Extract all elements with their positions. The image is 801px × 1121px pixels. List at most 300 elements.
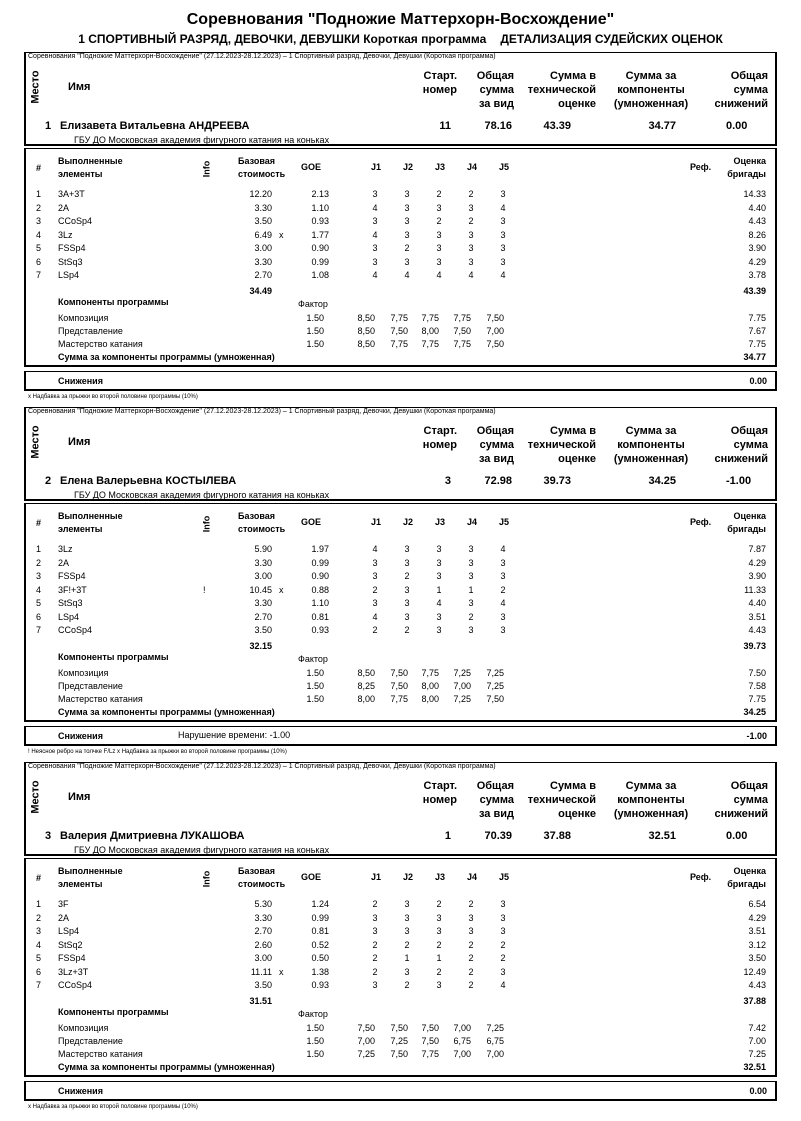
element-panel-score: 7.87 — [748, 544, 766, 554]
element-judge-score-3: 4 — [436, 598, 442, 608]
base-value-header: Базовая стоимость — [238, 866, 286, 889]
element-judge-score-5: 4 — [500, 980, 506, 990]
element-judge-score-5: 2 — [500, 953, 506, 963]
element-judge-score-4: 2 — [468, 966, 474, 977]
element-judge-score-1: 3 — [372, 912, 378, 923]
element-row — [26, 189, 779, 202]
element-judge-score-5: 4 — [500, 598, 506, 608]
element-panel-score: 3.12 — [748, 939, 766, 950]
element-goe: 0.81 — [311, 926, 329, 936]
element-judge-score-2: 3 — [404, 899, 410, 909]
judge-header-4: J4 — [467, 517, 478, 527]
deductions-label: Снижения — [58, 376, 103, 386]
element-judge-score-4: 3 — [468, 625, 474, 635]
total-header: Общая сумма за вид — [476, 70, 514, 110]
component-name: Композиция — [58, 668, 109, 678]
element-panel-score: 3.90 — [748, 571, 766, 581]
skater-place: 1 — [45, 120, 52, 132]
component-row — [26, 313, 779, 326]
pcs-sum-row — [26, 707, 779, 720]
element-judge-score-4: 2 — [468, 189, 474, 199]
component-judge-score-5: 7,25 — [486, 1023, 504, 1033]
component-judge-score-3: 7,50 — [421, 1023, 439, 1033]
element-code: CCoSp4 — [58, 216, 93, 226]
element-row — [26, 625, 779, 638]
element-number: 2 — [36, 557, 42, 568]
element-code: CCoSp4 — [58, 980, 93, 990]
skater-name: Елизавета Витальевна АНДРЕЕВА — [60, 120, 250, 132]
element-judge-score-2: 3 — [404, 216, 410, 226]
element-judge-score-5: 3 — [500, 243, 506, 253]
element-judge-score-4: 3 — [468, 229, 474, 240]
element-code: 3Lz+3T — [58, 966, 89, 977]
factor-header: Фактор — [298, 654, 328, 664]
judge-header-2: J2 — [403, 517, 414, 527]
components-header-row — [26, 297, 779, 310]
component-score: 7.25 — [748, 1049, 766, 1059]
pcs-sum-value: 32.51 — [743, 1062, 766, 1072]
place-header: Место — [29, 425, 42, 459]
element-row — [26, 544, 779, 557]
element-base-value: 3.30 — [254, 557, 272, 568]
judge-header-2: J2 — [403, 162, 414, 172]
component-row — [26, 326, 779, 339]
pcs-score: 32.51 — [648, 830, 676, 842]
element-judge-score-2: 3 — [404, 598, 410, 608]
components-header: Компоненты программы — [58, 652, 169, 662]
deductions-box — [24, 371, 777, 391]
element-judge-score-1: 2 — [372, 953, 378, 963]
element-judge-score-3: 3 — [436, 229, 442, 240]
element-number: 1 — [36, 189, 42, 199]
element-judge-score-3: 3 — [436, 243, 442, 253]
panel-score-header: Оценка бригады — [727, 511, 766, 534]
element-panel-score: 4.40 — [748, 202, 766, 213]
element-judge-score-5: 3 — [500, 912, 506, 923]
element-row — [26, 926, 779, 939]
component-judge-score-2: 7,75 — [390, 339, 408, 349]
element-judge-score-2: 3 — [404, 611, 410, 622]
element-row — [26, 270, 779, 283]
component-name: Мастерство катания — [58, 694, 143, 704]
name-header: Имя — [68, 81, 91, 93]
component-judge-score-3: 8,00 — [421, 326, 439, 336]
element-goe: 0.93 — [311, 980, 329, 990]
element-judge-score-1: 4 — [372, 229, 378, 240]
component-score: 7.58 — [748, 681, 766, 691]
element-judge-score-4: 3 — [468, 544, 474, 554]
event-caption: Соревнования "Подножие Маттерхорн-Восхождение" (27.12.2023-28.12.2023) – 1 Спортивный разряд, Девочки, Девушки (Короткая программа) — [28, 53, 496, 60]
element-panel-score: 4.29 — [748, 557, 766, 568]
total-score: 78.16 — [484, 120, 512, 132]
component-score: 7.75 — [748, 694, 766, 704]
element-judge-score-2: 3 — [404, 912, 410, 923]
component-judge-score-1: 8,50 — [357, 668, 375, 678]
element-base-value: 3.30 — [254, 202, 272, 213]
deductions-box — [24, 726, 777, 746]
element-row — [26, 980, 779, 993]
component-judge-score-3: 7,75 — [421, 313, 439, 323]
footnote: ! Неясное ребро на толчке F/Lz x Надбавка за прыжки во второй половине программы (10%) — [28, 749, 287, 755]
element-judge-score-5: 3 — [500, 899, 506, 909]
goe-header: GOE — [301, 517, 322, 527]
component-judge-score-2: 7,50 — [390, 1049, 408, 1059]
element-judge-score-3: 3 — [436, 625, 442, 635]
element-panel-score: 3.51 — [748, 611, 766, 622]
pcs-header: Сумма за компоненты (умноженная) — [613, 70, 689, 110]
element-judge-score-4: 3 — [468, 243, 474, 253]
element-judge-score-5: 3 — [500, 571, 506, 581]
deductions-header: Общая сумма снижений — [714, 425, 768, 465]
element-row — [26, 230, 779, 243]
element-judge-score-1: 2 — [372, 939, 378, 950]
element-info: ! — [203, 584, 206, 595]
element-judge-score-1: 3 — [372, 189, 378, 199]
element-panel-score: 4.40 — [748, 598, 766, 608]
elements-table — [24, 858, 777, 1077]
subtitle-category: 1 СПОРТИВНЫЙ РАЗРЯД, ДЕВОЧКИ, ДЕВУШКИ Короткая программа — [78, 32, 487, 46]
element-judge-score-4: 3 — [468, 926, 474, 936]
element-goe: 1.10 — [311, 598, 329, 608]
element-goe: 0.93 — [311, 216, 329, 226]
element-panel-score: 3.78 — [748, 270, 766, 280]
tes-header: Сумма в технической оценке — [527, 780, 596, 820]
element-judge-score-1: 2 — [372, 625, 378, 635]
start-number: 3 — [444, 475, 451, 487]
element-judge-score-1: 4 — [372, 611, 378, 622]
element-row — [26, 612, 779, 625]
element-number: 7 — [36, 980, 42, 990]
component-judge-score-4: 7,75 — [453, 313, 471, 323]
event-caption: Соревнования "Подножие Маттерхорн-Восхождение" (27.12.2023-28.12.2023) – 1 Спортивный разряд, Девочки, Девушки (Короткая программа) — [28, 763, 496, 770]
component-name: Представление — [58, 681, 123, 691]
component-row — [26, 1023, 779, 1036]
component-judge-score-4: 7,25 — [453, 694, 471, 704]
ref-header: Реф. — [690, 872, 712, 882]
deductions-score: -1.00 — [726, 475, 752, 487]
element-number: 6 — [36, 256, 42, 267]
element-code: 3F — [58, 899, 69, 909]
element-base-value: 2.70 — [254, 611, 272, 622]
element-base-value: 3.50 — [254, 625, 272, 635]
element-row — [26, 913, 779, 926]
element-goe: 0.90 — [311, 571, 329, 581]
skater-club: ГБУ ДО Московская академия фигурного катания на коньках — [74, 490, 330, 500]
start-number: 1 — [444, 830, 451, 842]
element-judge-score-3: 3 — [436, 571, 442, 581]
element-judge-score-5: 2 — [500, 584, 506, 595]
element-number: 4 — [36, 584, 42, 595]
component-row — [26, 681, 779, 694]
component-judge-score-1: 7,00 — [357, 1036, 375, 1046]
element-judge-score-2: 3 — [404, 584, 410, 595]
pcs-sum-label: Сумма за компоненты программы (умноженная) — [58, 707, 275, 717]
element-code: FSSp4 — [58, 243, 86, 253]
deductions-total: -1.00 — [746, 731, 767, 741]
skater-club: ГБУ ДО Московская академия фигурного катания на коньках — [74, 135, 330, 145]
element-judge-score-5: 4 — [500, 202, 506, 213]
element-judge-score-5: 4 — [500, 544, 506, 554]
element-judge-score-4: 3 — [468, 912, 474, 923]
goe-header: GOE — [301, 162, 322, 172]
start-no-header: Старт. номер — [422, 70, 457, 96]
component-row — [26, 339, 779, 352]
deductions-label: Снижения — [58, 1086, 103, 1096]
element-goe: 0.88 — [311, 584, 329, 595]
element-judge-score-1: 3 — [372, 571, 378, 581]
component-row — [26, 694, 779, 707]
element-judge-score-2: 3 — [404, 256, 410, 267]
element-goe: 1.38 — [311, 966, 329, 977]
base-value-header: Базовая стоимость — [238, 156, 286, 179]
panel-score-header: Оценка бригады — [727, 866, 766, 889]
judge-header-1: J1 — [371, 872, 382, 882]
element-judge-score-5: 3 — [500, 256, 506, 267]
name-header: Имя — [68, 436, 91, 448]
pcs-score: 34.77 — [648, 120, 676, 132]
judge-header-2: J2 — [403, 872, 414, 882]
element-judge-score-2: 2 — [404, 243, 410, 253]
element-code: 2A — [58, 557, 70, 568]
element-judge-score-3: 3 — [436, 980, 442, 990]
base-value-total: 34.49 — [249, 285, 272, 296]
element-row — [26, 257, 779, 270]
skater-summary — [24, 762, 777, 856]
element-judge-score-5: 2 — [500, 939, 506, 950]
element-judge-score-1: 4 — [372, 202, 378, 213]
deductions-score: 0.00 — [726, 830, 748, 842]
components-header: Компоненты программы — [58, 1007, 169, 1017]
pcs-sum-label: Сумма за компоненты программы (умноженная) — [58, 1062, 275, 1072]
element-base-value: 3.50 — [254, 980, 272, 990]
element-code: LSp4 — [58, 270, 80, 280]
base-value-total: 31.51 — [249, 995, 272, 1006]
component-score: 7.42 — [748, 1023, 766, 1033]
component-factor: 1.50 — [306, 1036, 324, 1046]
goe-header: GOE — [301, 872, 322, 882]
element-row — [26, 899, 779, 912]
pcs-sum-row — [26, 352, 779, 365]
element-code: CCoSp4 — [58, 625, 93, 635]
page-title: Соревнования "Подножие Маттерхорн-Восхождение" — [186, 11, 615, 28]
element-judge-score-1: 3 — [372, 926, 378, 936]
place-header: Место — [29, 70, 42, 104]
element-number: 4 — [36, 229, 42, 240]
pcs-header: Сумма за компоненты (умноженная) — [613, 780, 689, 820]
element-bonus-mark: x — [279, 229, 284, 240]
skater-summary — [24, 52, 777, 146]
element-code: StSq3 — [58, 256, 83, 267]
element-code: 3Lz — [58, 544, 73, 554]
total-score: 70.39 — [484, 830, 512, 842]
element-judge-score-1: 3 — [372, 216, 378, 226]
component-judge-score-5: 7,50 — [486, 313, 504, 323]
element-row — [26, 216, 779, 229]
component-factor: 1.50 — [306, 668, 324, 678]
component-judge-score-1: 8,25 — [357, 681, 375, 691]
components-header-row — [26, 652, 779, 665]
element-judge-score-5: 3 — [500, 189, 506, 199]
component-judge-score-4: 7,50 — [453, 326, 471, 336]
element-row — [26, 558, 779, 571]
element-judge-score-2: 2 — [404, 625, 410, 635]
element-code: 2A — [58, 202, 70, 213]
element-bonus-mark: x — [279, 966, 284, 977]
judge-header-5: J5 — [499, 517, 510, 527]
component-judge-score-2: 7,25 — [390, 1036, 408, 1046]
element-goe: 1.24 — [311, 899, 329, 909]
element-judge-score-4: 1 — [468, 584, 474, 595]
element-base-value: 12.20 — [249, 189, 272, 199]
element-base-value: 3.30 — [254, 256, 272, 267]
element-judge-score-5: 3 — [500, 229, 506, 240]
component-judge-score-4: 7,00 — [453, 1049, 471, 1059]
component-row — [26, 1049, 779, 1062]
component-judge-score-1: 8,50 — [357, 313, 375, 323]
element-judge-score-5: 3 — [500, 625, 506, 635]
element-judge-score-3: 2 — [436, 939, 442, 950]
element-panel-score: 4.43 — [748, 625, 766, 635]
deductions-detail: Нарушение времени: -1.00 — [178, 730, 291, 740]
element-base-value: 3.30 — [254, 598, 272, 608]
element-base-value: 5.30 — [254, 899, 272, 909]
element-row — [26, 243, 779, 256]
element-number: 4 — [36, 939, 42, 950]
elements-header: Выполненные элементы — [58, 156, 123, 179]
component-judge-score-5: 7,00 — [486, 326, 504, 336]
pcs-header: Сумма за компоненты (умноженная) — [613, 425, 689, 465]
element-number: 3 — [36, 571, 42, 581]
skater-summary — [24, 407, 777, 501]
element-judge-score-3: 2 — [436, 966, 442, 977]
element-base-value: 3.00 — [254, 571, 272, 581]
judge-header-3: J3 — [435, 872, 446, 882]
footnote: x Надбавка за прыжки во второй половине программы (10%) — [28, 394, 198, 400]
info-header: Info — [201, 870, 212, 888]
element-goe: 1.08 — [311, 270, 329, 280]
component-judge-score-4: 6,75 — [453, 1036, 471, 1046]
pcs-sum-value: 34.77 — [743, 352, 766, 362]
component-judge-score-2: 7,50 — [390, 668, 408, 678]
pcs-sum-row — [26, 1062, 779, 1075]
element-goe: 0.93 — [311, 625, 329, 635]
component-factor: 1.50 — [306, 1023, 324, 1033]
element-code: FSSp4 — [58, 571, 86, 581]
component-factor: 1.50 — [306, 339, 324, 349]
element-base-value: 2.70 — [254, 926, 272, 936]
element-judge-score-1: 2 — [372, 899, 378, 909]
element-code: LSp4 — [58, 611, 80, 622]
start-no-header: Старт. номер — [422, 425, 457, 451]
element-number: 2 — [36, 202, 42, 213]
element-judge-score-2: 3 — [404, 966, 410, 977]
tes-score: 39.73 — [543, 475, 571, 487]
component-name: Композиция — [58, 313, 109, 323]
element-judge-score-2: 3 — [404, 926, 410, 936]
element-judge-score-4: 2 — [468, 216, 474, 226]
element-judge-score-1: 3 — [372, 980, 378, 990]
element-row — [26, 953, 779, 966]
element-base-value: 2.70 — [254, 270, 272, 280]
element-row — [26, 585, 779, 598]
component-name: Представление — [58, 326, 123, 336]
element-judge-score-4: 2 — [468, 980, 474, 990]
element-goe: 0.81 — [311, 611, 329, 622]
component-judge-score-5: 7,00 — [486, 1049, 504, 1059]
element-base-value: 5.90 — [254, 544, 272, 554]
component-judge-score-3: 8,00 — [421, 681, 439, 691]
element-judge-score-3: 1 — [436, 953, 442, 963]
skater-place: 3 — [45, 830, 52, 842]
element-number: 3 — [36, 926, 42, 936]
component-name: Представление — [58, 1036, 123, 1046]
deductions-total: 0.00 — [749, 376, 767, 386]
element-judge-score-1: 3 — [372, 598, 378, 608]
tes-total: 39.73 — [743, 640, 766, 651]
element-code: StSq2 — [58, 939, 83, 950]
judge-header-1: J1 — [371, 162, 382, 172]
element-base-value: 3.00 — [254, 953, 272, 963]
judge-header-5: J5 — [499, 162, 510, 172]
component-judge-score-4: 7,00 — [453, 1023, 471, 1033]
element-judge-score-2: 3 — [404, 229, 410, 240]
element-judge-score-4: 3 — [468, 202, 474, 213]
component-factor: 1.50 — [306, 1049, 324, 1059]
element-judge-score-3: 3 — [436, 256, 442, 267]
element-row — [26, 598, 779, 611]
element-judge-score-4: 3 — [468, 598, 474, 608]
component-judge-score-5: 7,25 — [486, 681, 504, 691]
element-judge-score-1: 4 — [372, 544, 378, 554]
element-judge-score-3: 3 — [436, 611, 442, 622]
tes-total: 37.88 — [743, 995, 766, 1006]
component-judge-score-5: 7,50 — [486, 694, 504, 704]
element-judge-score-5: 3 — [500, 926, 506, 936]
element-row — [26, 967, 779, 980]
element-judge-score-3: 3 — [436, 912, 442, 923]
judge-header-4: J4 — [467, 872, 478, 882]
components-header-row — [26, 1007, 779, 1020]
name-header: Имя — [68, 791, 91, 803]
element-number: 5 — [36, 953, 42, 963]
component-judge-score-4: 7,00 — [453, 681, 471, 691]
element-judge-score-5: 3 — [500, 216, 506, 226]
element-panel-score: 12.49 — [743, 966, 766, 977]
element-panel-score: 14.33 — [743, 189, 766, 199]
element-judge-score-5: 3 — [500, 611, 506, 622]
element-judge-score-1: 4 — [372, 270, 378, 280]
ref-header: Реф. — [690, 517, 712, 527]
element-judge-score-1: 2 — [372, 966, 378, 977]
element-judge-score-3: 3 — [436, 544, 442, 554]
place-header: Место — [29, 780, 42, 814]
element-judge-score-4: 4 — [468, 270, 474, 280]
elements-table — [24, 503, 777, 722]
deductions-score: 0.00 — [726, 120, 748, 132]
component-judge-score-3: 8,00 — [421, 694, 439, 704]
element-panel-score: 4.29 — [748, 912, 766, 923]
element-goe: 0.90 — [311, 243, 329, 253]
element-goe: 0.99 — [311, 256, 329, 267]
component-score: 7.75 — [748, 339, 766, 349]
component-name: Мастерство катания — [58, 339, 143, 349]
element-base-value: 3.50 — [254, 216, 272, 226]
num-header: # — [36, 518, 42, 528]
element-judge-score-3: 2 — [436, 216, 442, 226]
component-factor: 1.50 — [306, 694, 324, 704]
element-judge-score-4: 2 — [468, 611, 474, 622]
element-number: 7 — [36, 270, 42, 280]
